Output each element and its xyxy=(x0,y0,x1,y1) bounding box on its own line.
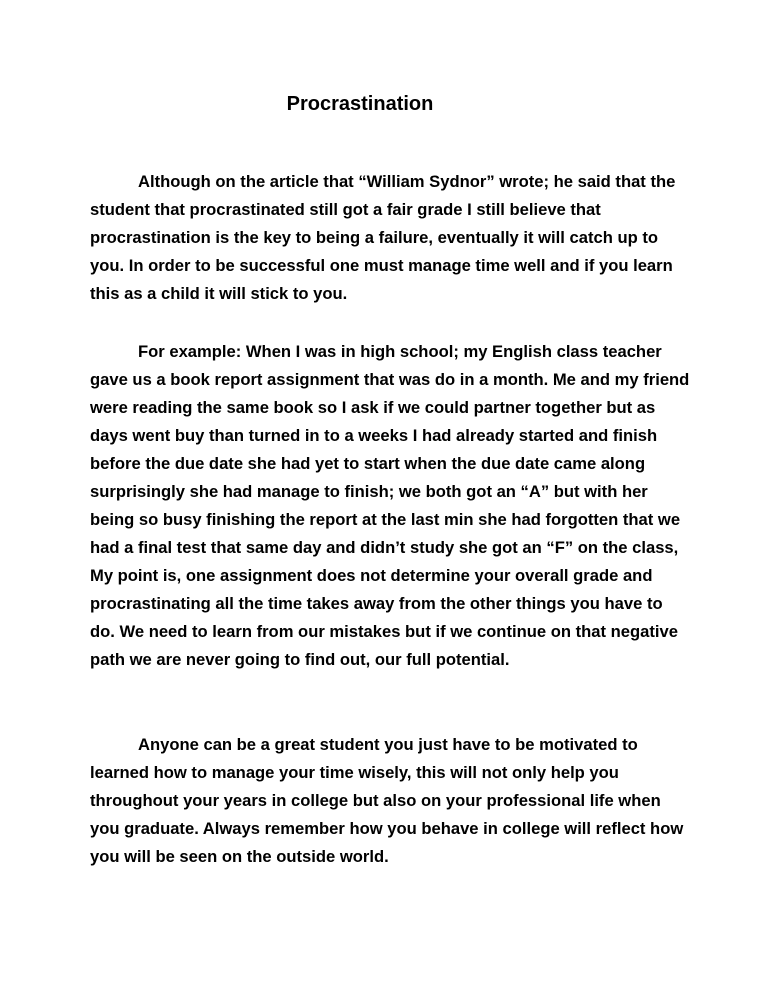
paragraph-2: For example: When I was in high school; my English class teacher gave us a book report assignment that was do in a month. Me and my friend were reading the same book so I ask if we could partner together but as days went buy than turned in to a weeks I had already started and finish before the due date she had yet to start when the due date came along surprisingly she had manage to finish; we both got an “A” but with her being so busy finishing the report at the last min she had forgotten that we had a final test that same day and didn’t study she got an “F” on the class, My point is, one assignment does not determine your overall grade and procrastinating all the time takes away from the other things you have to do. We need to learn from our mistakes but if we continue on that negative path we are never going to find out, our full potential. xyxy=(90,342,690,669)
document-title: Procrastination xyxy=(286,93,434,115)
paragraph-1: Although on the article that “William Sydnor” wrote; he said that the student that procrastinated still got a fair grade I still believe that procrastination is the key to being a failure, eventually it will catch up to you. In order to be successful one must manage time well and if you learn this as a child it will stick to you. xyxy=(90,172,676,303)
paragraph-3: Anyone can be a great student you just have to be motivated to learned how to manage your time wisely, this will not only help you throughout your years in college but also on your professional life when you graduate. Always remember how you behave in college will reflect how you will be seen on the outside world. xyxy=(90,735,684,866)
